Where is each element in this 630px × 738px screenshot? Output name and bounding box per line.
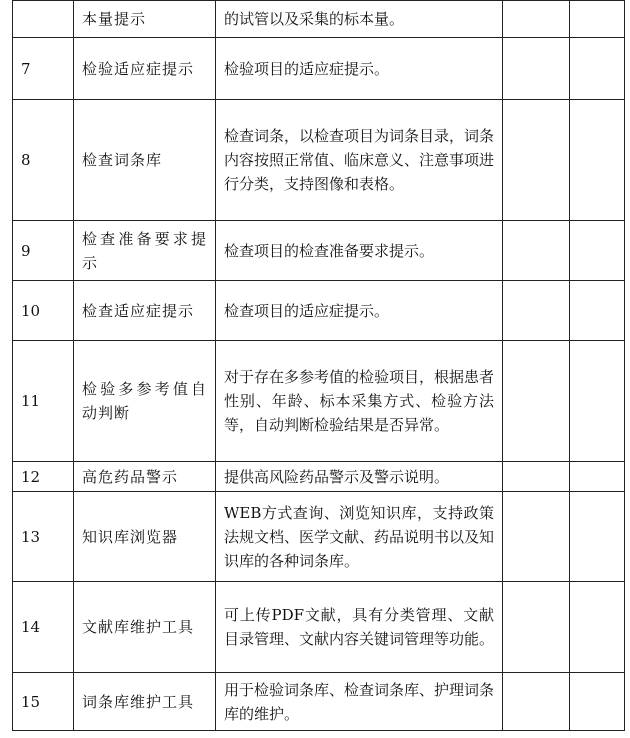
feature-description: 检查词条，以检查项目为词条目录，词条内容按照正常值、临床意义、注意事项进行分类，支持图像和表格。 [216,100,503,221]
empty-cell [503,38,570,100]
empty-cell [503,221,570,281]
row-number: 9 [13,221,74,281]
empty-cell [503,462,570,492]
empty-cell [570,462,625,492]
row-number [13,1,74,38]
empty-cell [570,281,625,341]
feature-name: 知识库浏览器 [74,492,216,582]
row-number: 14 [13,582,74,673]
empty-cell [503,100,570,221]
row-number: 8 [13,100,74,221]
table-row [13,221,625,281]
table-row [13,281,625,341]
table-row [13,492,625,582]
empty-cell [503,673,570,731]
table-row [13,462,625,492]
row-number: 13 [13,492,74,582]
empty-cell [570,221,625,281]
row-number: 10 [13,281,74,341]
feature-description: 检查项目的检查准备要求提示。 [216,221,503,281]
empty-cell [503,582,570,673]
feature-description: 检查项目的适应症提示。 [216,281,503,341]
feature-description: 检验项目的适应症提示。 [216,38,503,100]
feature-description: 对于存在多参考值的检验项目，根据患者性别、年龄、标本采集方式、检验方法等，自动判断检验结果是否异常。 [216,341,503,462]
table-row [13,1,625,38]
empty-cell [570,673,625,731]
empty-cell [503,492,570,582]
feature-name: 本量提示 [74,1,216,38]
empty-cell [570,100,625,221]
table-row [13,673,625,731]
feature-name: 检验多参考值自动判断 [74,341,216,462]
table-row [13,341,625,462]
table-row [13,582,625,673]
feature-name: 检查准备要求提示 [74,221,216,281]
feature-name: 检查适应症提示 [74,281,216,341]
feature-description: 可上传PDF文献，具有分类管理、文献目录管理、文献内容关键词管理等功能。 [216,582,503,673]
empty-cell [570,1,625,38]
row-number: 15 [13,673,74,731]
empty-cell [570,582,625,673]
feature-name: 高危药品警示 [74,462,216,492]
feature-description: WEB方式查询、浏览知识库，支持政策法规文档、医学文献、药品说明书以及知识库的各种词条库。 [216,492,503,582]
table-row [13,38,625,100]
row-number: 11 [13,341,74,462]
feature-description: 的试管以及采集的标本量。 [216,1,503,38]
feature-name: 检验适应症提示 [74,38,216,100]
empty-cell [570,38,625,100]
row-number: 7 [13,38,74,100]
feature-name: 检查词条库 [74,100,216,221]
empty-cell [503,281,570,341]
empty-cell [570,341,625,462]
table-row [13,100,625,221]
feature-name: 文献库维护工具 [74,582,216,673]
empty-cell [503,341,570,462]
empty-cell [570,492,625,582]
row-number: 12 [13,462,74,492]
feature-name: 词条库维护工具 [74,673,216,731]
spec-table [12,0,625,731]
feature-description: 提供高风险药品警示及警示说明。 [216,462,503,492]
feature-description: 用于检验词条库、检查词条库、护理词条库的维护。 [216,673,503,731]
empty-cell [503,1,570,38]
